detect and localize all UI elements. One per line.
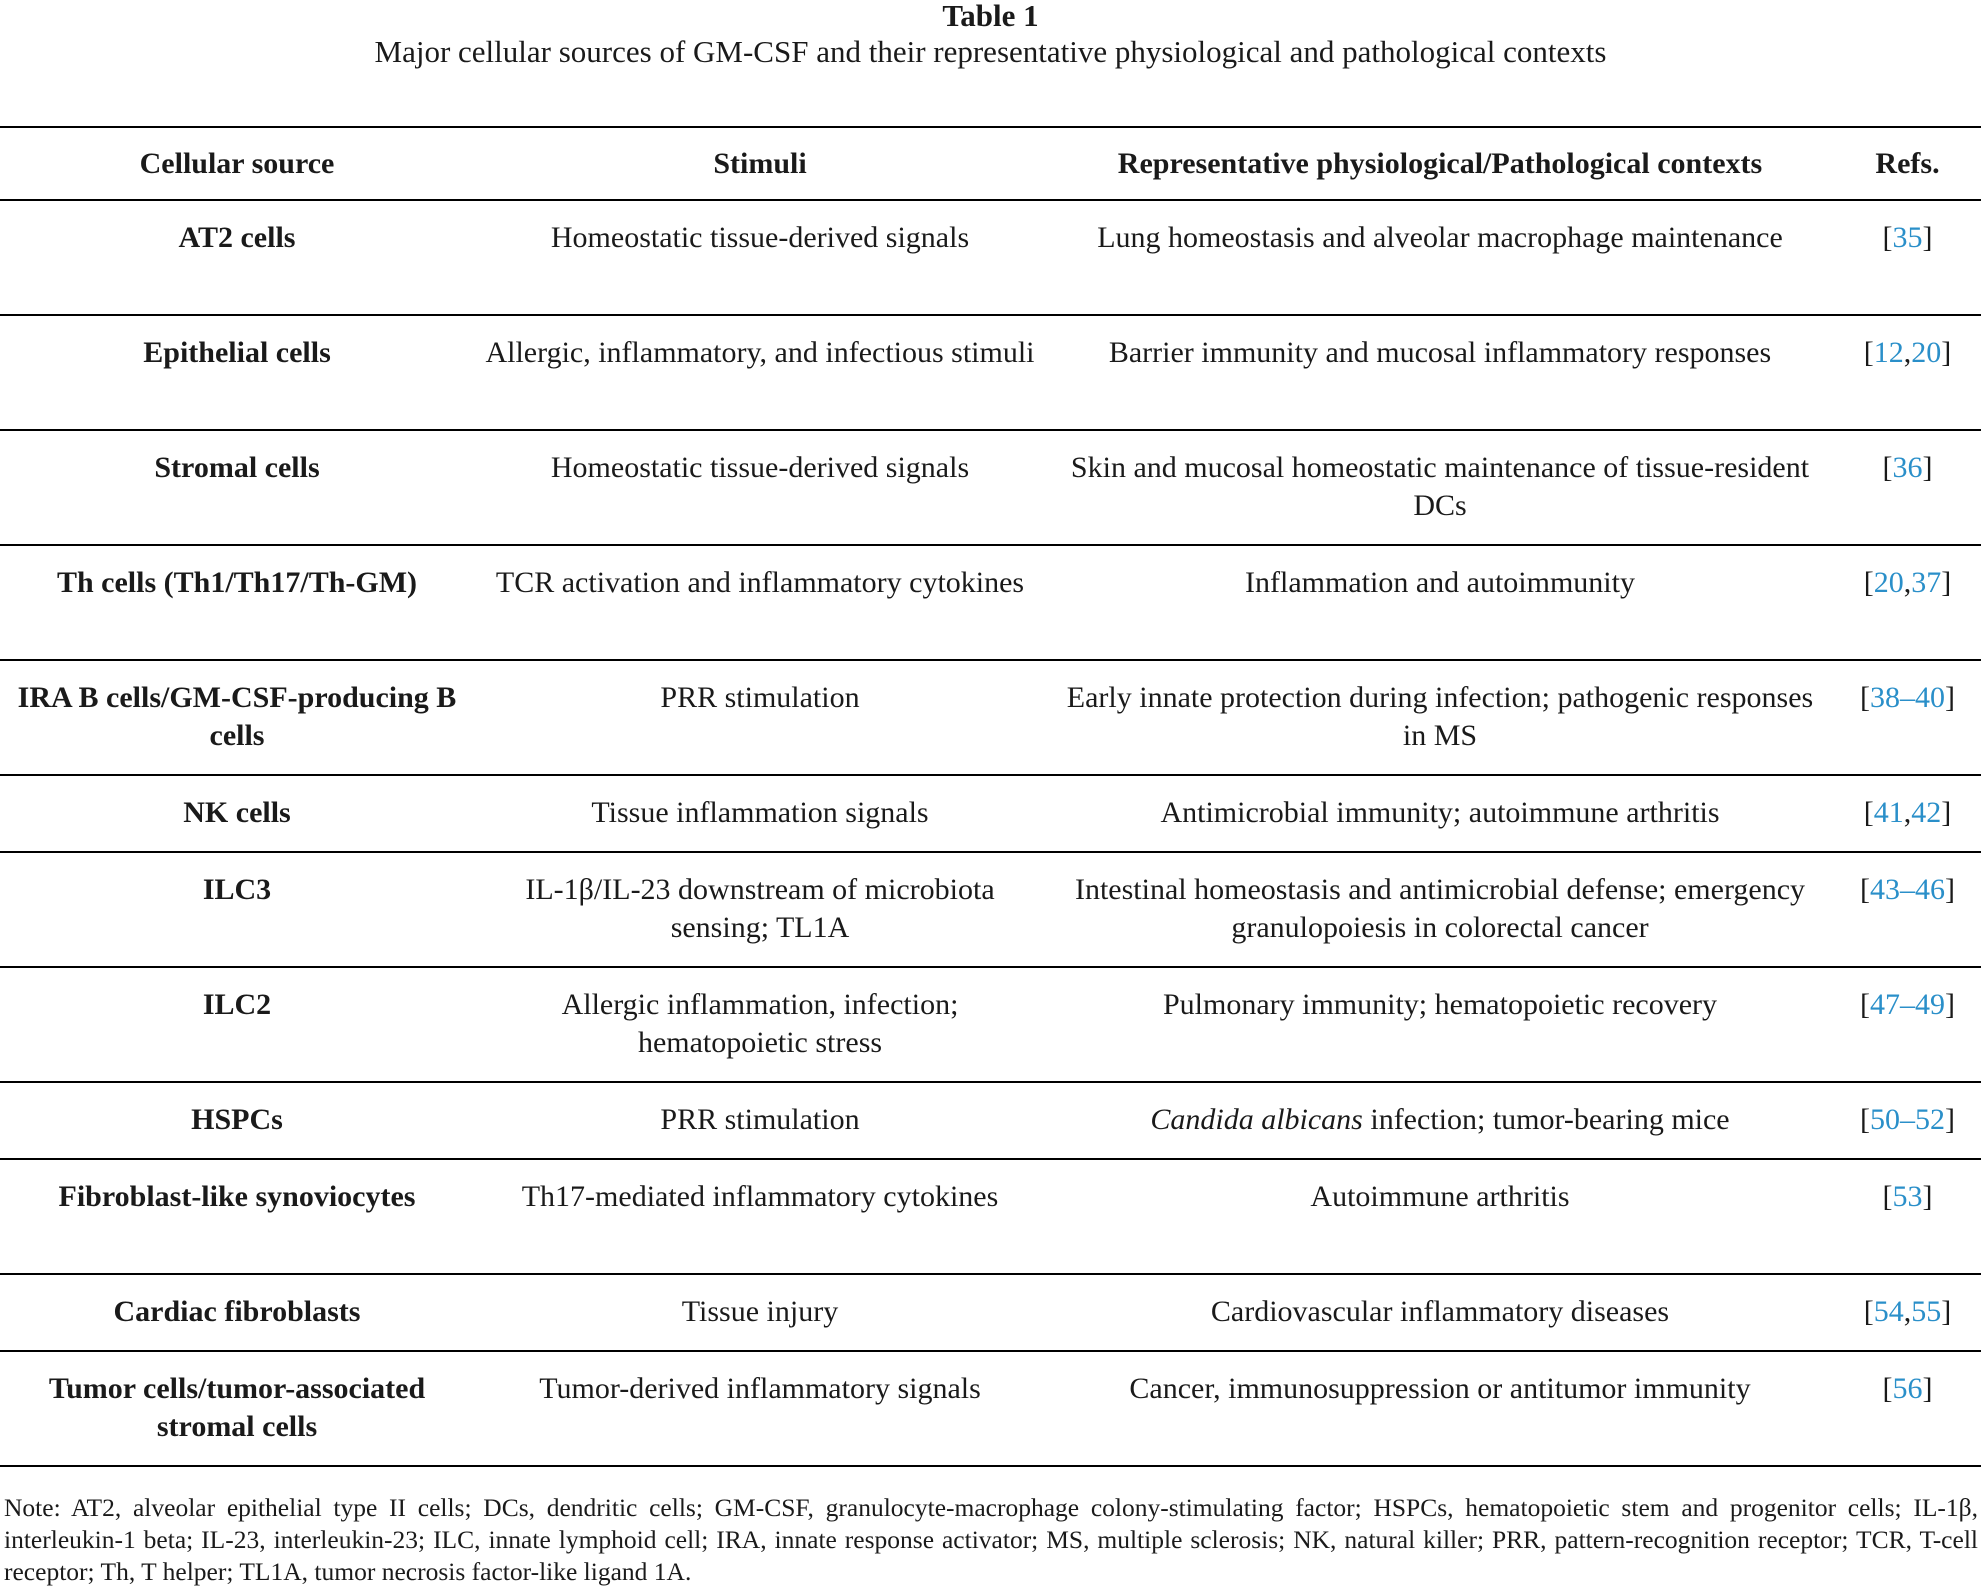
cell-context — [1046, 1082, 1834, 1159]
cell-context: Barrier immunity and mucosal inflammatory responses — [1046, 315, 1834, 430]
reference-link[interactable]: 36 — [1892, 451, 1923, 484]
cell-stimuli: Tissue injury — [474, 1274, 1046, 1351]
cell-source: IRA B cells/GM-CSF-producing B cells — [0, 660, 474, 775]
header-context: Representative physiological/Pathological contexts — [1046, 127, 1834, 200]
cell-stimuli: PRR stimulation — [474, 1082, 1046, 1159]
table-row — [0, 1351, 1981, 1466]
table-row — [0, 967, 1981, 1082]
cell-refs: [41,42] — [1834, 775, 1981, 852]
reference-link[interactable]: 37 — [1911, 566, 1942, 599]
cell-refs: [47–49] — [1834, 967, 1981, 1082]
cell-refs: [12,20] — [1834, 315, 1981, 430]
cell-stimuli: IL-1β/IL-23 downstream of microbiota sensing; TL1A — [474, 852, 1046, 967]
table-row — [0, 852, 1981, 967]
reference-link[interactable]: 35 — [1892, 221, 1923, 254]
table-row — [0, 545, 1981, 660]
cell-refs: [56] — [1834, 1351, 1981, 1466]
cell-context: Lung homeostasis and alveolar macrophage maintenance — [1046, 200, 1834, 315]
cell-source: Stromal cells — [0, 430, 474, 545]
cell-stimuli: TCR activation and inflammatory cytokines — [474, 545, 1046, 660]
cell-refs: [43–46] — [1834, 852, 1981, 967]
reference-link[interactable]: 53 — [1892, 1180, 1923, 1213]
cell-source: Cardiac fibroblasts — [0, 1274, 474, 1351]
reference-link[interactable]: 56 — [1892, 1372, 1923, 1405]
table-caption: Major cellular sources of GM-CSF and their representative physiological and pathological contexts — [374, 34, 1607, 69]
cell-stimuli: Allergic, inflammatory, and infectious stimuli — [474, 315, 1046, 430]
cell-context: Cardiovascular inflammatory diseases — [1046, 1274, 1834, 1351]
species-name: Candida albicans — [1150, 1103, 1363, 1136]
header-cellular-source: Cellular source — [0, 127, 474, 200]
cell-stimuli: Homeostatic tissue-derived signals — [474, 430, 1046, 545]
cell-context: Cancer, immunosuppression or antitumor immunity — [1046, 1351, 1834, 1466]
reference-link[interactable]: 12 — [1873, 336, 1904, 369]
table-row — [0, 315, 1981, 430]
data-table — [0, 126, 1981, 1467]
table-row — [0, 660, 1981, 775]
table-row — [0, 1274, 1981, 1351]
cell-refs: [53] — [1834, 1159, 1981, 1274]
cell-refs: [50–52] — [1834, 1082, 1981, 1159]
cell-source: NK cells — [0, 775, 474, 852]
reference-link[interactable]: 54 — [1873, 1295, 1904, 1328]
cell-refs: [38–40] — [1834, 660, 1981, 775]
table-row — [0, 775, 1981, 852]
cell-context-text: infection; tumor-bearing mice — [1362, 1103, 1730, 1136]
reference-link[interactable]: 20 — [1873, 566, 1904, 599]
table-row — [0, 200, 1981, 315]
cell-context: Intestinal homeostasis and antimicrobial defense; emergency granulopoiesis in colorectal cancer — [1046, 852, 1834, 967]
reference-link[interactable]: 38–40 — [1870, 681, 1945, 714]
table-title: Table 1 — [942, 0, 1039, 33]
table-row — [0, 430, 1981, 545]
cell-refs: [54,55] — [1834, 1274, 1981, 1351]
cell-source: Th cells (Th1/Th17/Th-GM) — [0, 545, 474, 660]
cell-stimuli: PRR stimulation — [474, 660, 1046, 775]
cell-stimuli: Allergic inflammation, infection; hematopoietic stress — [474, 967, 1046, 1082]
cell-context: Early innate protection during infection; pathogenic responses in MS — [1046, 660, 1834, 775]
cell-stimuli: Homeostatic tissue-derived signals — [474, 200, 1046, 315]
cell-context: Antimicrobial immunity; autoimmune arthritis — [1046, 775, 1834, 852]
cell-stimuli: Tissue inflammation signals — [474, 775, 1046, 852]
cell-context: Pulmonary immunity; hematopoietic recovery — [1046, 967, 1834, 1082]
header-row — [0, 127, 1981, 200]
cell-context: Skin and mucosal homeostatic maintenance of tissue-resident DCs — [1046, 430, 1834, 545]
cell-source: ILC2 — [0, 967, 474, 1082]
cell-stimuli: Th17-mediated inflammatory cytokines — [474, 1159, 1046, 1274]
cell-refs: [35] — [1834, 200, 1981, 315]
reference-link[interactable]: 43–46 — [1870, 873, 1945, 906]
cell-context: Inflammation and autoimmunity — [1046, 545, 1834, 660]
reference-link[interactable]: 41 — [1873, 796, 1904, 829]
cell-source: Tumor cells/tumor-associated stromal cells — [0, 1351, 474, 1466]
table-row — [0, 1159, 1981, 1274]
reference-link[interactable]: 55 — [1911, 1295, 1942, 1328]
reference-link[interactable]: 20 — [1911, 336, 1942, 369]
table-note: Note: AT2, alveolar epithelial type II cells; DCs, dendritic cells; GM-CSF, granulocyte-macrophage colony-stimulating factor; HSPCs, hematopoietic stem and progenitor cells; IL-1β, interleukin-1 beta; IL-23, interleukin-23; ILC, innate lymphoid cell; IRA, innate response activator; MS, multiple sclerosis; NK, natural killer; PRR, pattern-recognition receptor; TCR, T-cell receptor; Th, T helper; TL1A, tumor necrosis factor-like ligand 1A. — [4, 1493, 1978, 1586]
cell-source: Epithelial cells — [0, 315, 474, 430]
header-stimuli: Stimuli — [474, 127, 1046, 200]
cell-source: Fibroblast-like synoviocytes — [0, 1159, 474, 1274]
cell-source: HSPCs — [0, 1082, 474, 1159]
reference-link[interactable]: 47–49 — [1870, 988, 1945, 1021]
table-row — [0, 1082, 1981, 1159]
cell-stimuli: Tumor-derived inflammatory signals — [474, 1351, 1046, 1466]
cell-source: ILC3 — [0, 852, 474, 967]
cell-refs: [36] — [1834, 430, 1981, 545]
cell-refs: [20,37] — [1834, 545, 1981, 660]
header-refs: Refs. — [1834, 127, 1981, 200]
reference-link[interactable]: 50–52 — [1870, 1103, 1945, 1136]
cell-context: Autoimmune arthritis — [1046, 1159, 1834, 1274]
reference-link[interactable]: 42 — [1911, 796, 1942, 829]
cell-source: AT2 cells — [0, 200, 474, 315]
